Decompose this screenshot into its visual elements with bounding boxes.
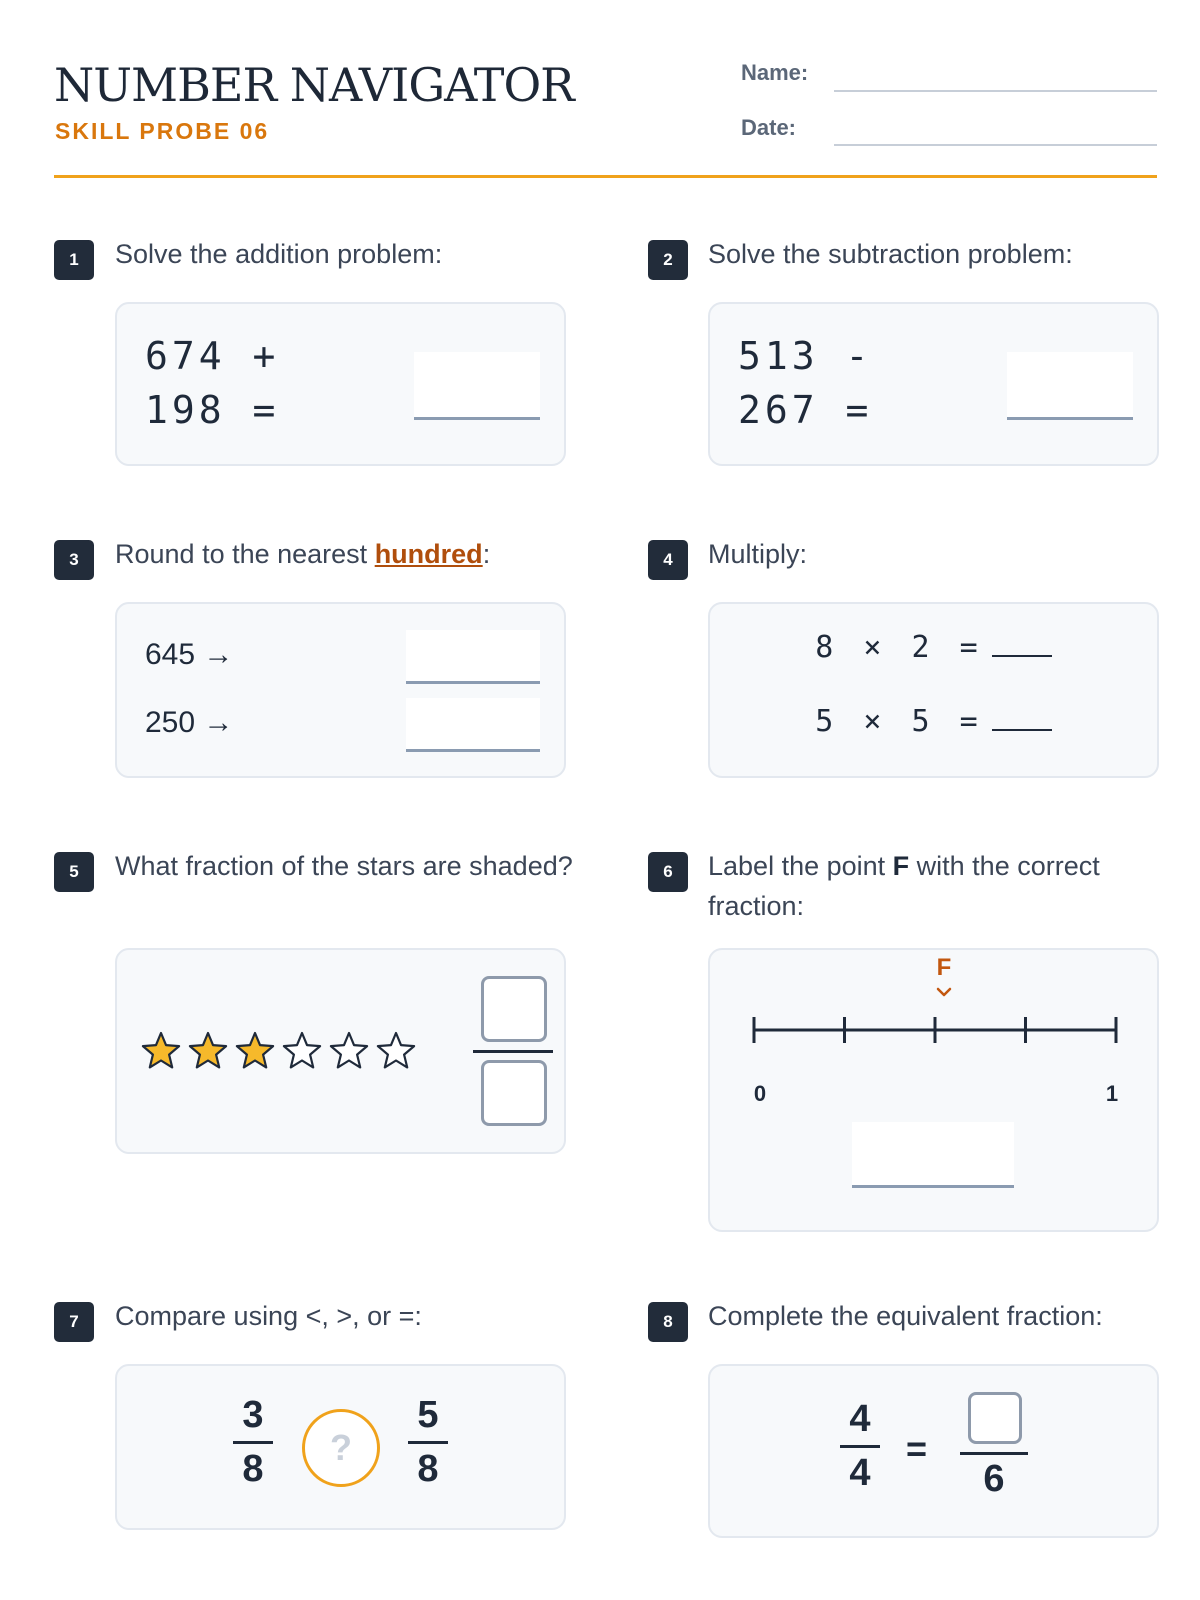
header-divider [54, 175, 1157, 178]
fraction-answer [473, 976, 553, 1126]
multiply-row-2 [710, 704, 1157, 739]
addition-line-1: 674 + [145, 334, 280, 378]
question-8-prompt: Complete the equivalent fraction: [708, 1301, 1103, 1331]
question-3-prompt-text: Round to the nearest [115, 539, 375, 569]
fraction-bar [473, 1050, 553, 1053]
question-6-prompt-end: with the correct fraction: [708, 851, 1100, 921]
left-numerator: 3 [242, 1394, 264, 1436]
number-line-start-label: 0 [753, 1081, 767, 1106]
question-2-card [708, 302, 1159, 466]
question-6-prompt [708, 846, 1168, 926]
multiply-answer-1[interactable] [992, 635, 1052, 657]
question-7-prompt: Compare using <, >, or =: [115, 1301, 422, 1331]
given-fraction [838, 1398, 882, 1495]
right-fraction-bar [408, 1441, 448, 1444]
equals-sign: = [906, 1428, 928, 1469]
question-2-prompt: Solve the subtraction problem: [708, 239, 1073, 269]
question-number-3: 3 [54, 540, 94, 580]
multiply-answer-2[interactable] [992, 709, 1052, 731]
point-f-label: F [936, 954, 952, 981]
subtraction-line-1: 513 - [738, 334, 873, 378]
question-number-6: 6 [648, 852, 688, 892]
question-number-8: 8 [648, 1302, 688, 1342]
round-answer-1[interactable] [406, 630, 540, 684]
numerator-box[interactable] [481, 976, 547, 1042]
question-4-card [708, 602, 1159, 778]
worksheet-title: NUMBER NAVIGATOR [54, 58, 574, 112]
right-numerator: 5 [417, 1394, 439, 1436]
shaded-star-icon [143, 1033, 179, 1067]
right-denominator: 8 [417, 1448, 439, 1490]
date-label: Date: [741, 115, 797, 140]
question-6-prompt-text: Label the point [708, 851, 893, 881]
denominator-box[interactable] [481, 1060, 547, 1126]
question-number-4: 4 [648, 540, 688, 580]
question-3-prompt [115, 534, 575, 574]
equivalent-fraction-bar [960, 1452, 1028, 1455]
addition-line-2: 198 = [145, 388, 280, 432]
left-denominator: 8 [242, 1448, 264, 1490]
empty-star-icon [378, 1033, 414, 1067]
shaded-star-icon [190, 1033, 226, 1067]
star-row [141, 1022, 441, 1082]
name-label: Name: [741, 60, 809, 85]
empty-star-icon [284, 1033, 320, 1067]
question-3-card [115, 602, 566, 778]
subtraction-answer-box[interactable] [1007, 352, 1133, 420]
equivalent-denominator: 6 [983, 1458, 1005, 1500]
right-fraction [406, 1394, 450, 1491]
round-item-1: 645 → [145, 638, 234, 671]
given-fraction-bar [840, 1445, 880, 1448]
question-3-highlight: hundred [374, 539, 483, 569]
subtraction-line-2: 267 = [738, 388, 873, 432]
question-6-point-name: F [892, 851, 910, 881]
question-number-2: 2 [648, 240, 688, 280]
given-numerator: 4 [849, 1398, 871, 1440]
compare-symbol-circle[interactable]: ? [302, 1409, 380, 1487]
number-line [710, 940, 1161, 1110]
question-6-card [708, 948, 1159, 1232]
addition-answer-box[interactable] [414, 352, 540, 420]
missing-numerator-box[interactable] [968, 1392, 1022, 1444]
left-fraction-bar [233, 1441, 273, 1444]
multiply-expression-1: 8 × 2 = [815, 630, 984, 665]
multiply-expression-2: 5 × 5 = [815, 704, 984, 739]
number-line-end-label: 1 [1105, 1081, 1119, 1106]
left-fraction [231, 1394, 275, 1491]
question-8-card [708, 1364, 1159, 1538]
date-field[interactable] [834, 116, 1157, 146]
empty-star-icon [331, 1033, 367, 1067]
name-field[interactable] [834, 62, 1157, 92]
question-number-1: 1 [54, 240, 94, 280]
multiply-row-1 [710, 630, 1157, 665]
question-4-prompt: Multiply: [708, 539, 808, 569]
round-item-2: 250 → [145, 706, 234, 739]
question-5-prompt: What fraction of the stars are shaded? [115, 851, 573, 881]
number-line-answer[interactable] [852, 1122, 1014, 1188]
round-answer-2[interactable] [406, 698, 540, 752]
question-1-prompt: Solve the addition problem: [115, 239, 443, 269]
question-1-card [115, 302, 566, 466]
point-marker-chevron-icon [938, 989, 950, 995]
question-5-card [115, 948, 566, 1154]
worksheet-subtitle: SKILL PROBE 06 [55, 118, 270, 144]
question-number-7: 7 [54, 1302, 94, 1342]
equivalent-fraction [960, 1392, 1028, 1512]
given-denominator: 4 [849, 1452, 871, 1494]
question-7-card [115, 1364, 566, 1530]
question-number-5: 5 [54, 852, 94, 892]
shaded-star-icon [237, 1033, 273, 1067]
question-3-prompt-end: : [482, 539, 491, 569]
